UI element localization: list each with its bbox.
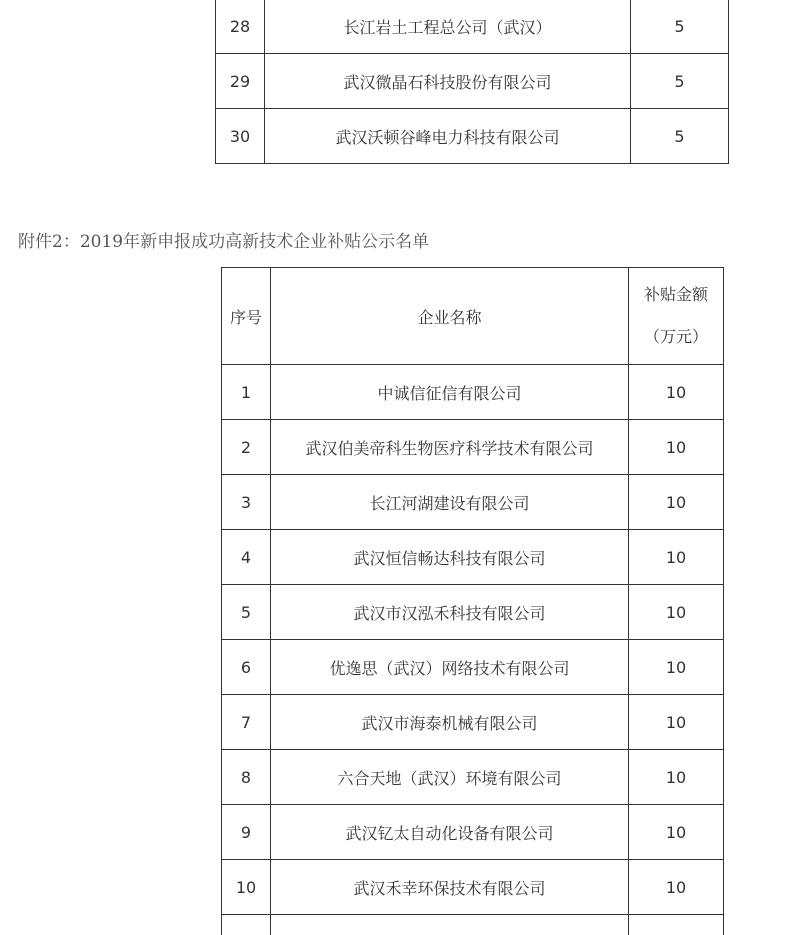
row-number: 3 bbox=[222, 475, 271, 530]
subsidy-amount: 10 bbox=[629, 475, 724, 530]
header-amount-label: 补贴金额 bbox=[629, 274, 723, 316]
company-name: 长江岩土工程总公司（武汉） bbox=[265, 0, 631, 54]
table-row bbox=[222, 750, 724, 805]
table-row bbox=[222, 640, 724, 695]
company-name: 中诚信征信有限公司 bbox=[271, 365, 629, 420]
subsidy-amount: 10 bbox=[629, 530, 724, 585]
subsidy-amount: 5 bbox=[631, 54, 729, 109]
row-number: 29 bbox=[216, 54, 265, 109]
row-number: 7 bbox=[222, 695, 271, 750]
row-number: 28 bbox=[216, 0, 265, 54]
row-number: 4 bbox=[222, 530, 271, 585]
subsidy-amount: 10 bbox=[629, 805, 724, 860]
row-number: 5 bbox=[222, 585, 271, 640]
subsidy-table-part1 bbox=[215, 0, 729, 164]
row-number: 6 bbox=[222, 640, 271, 695]
subsidy-amount: 10 bbox=[629, 420, 724, 475]
company-name: 六合天地（武汉）环境有限公司 bbox=[271, 750, 629, 805]
subsidy-amount: 10 bbox=[629, 750, 724, 805]
subsidy-amount: 10 bbox=[629, 640, 724, 695]
subsidy-amount: 5 bbox=[631, 0, 729, 54]
attachment-caption: 附件2：2019年新申报成功高新技术企业补贴公示名单 bbox=[18, 227, 429, 252]
subsidy-amount: 5 bbox=[631, 109, 729, 164]
company-name: 武汉微晶石科技股份有限公司 bbox=[265, 54, 631, 109]
table-header-row bbox=[222, 268, 724, 365]
subsidy-amount: 10 bbox=[629, 365, 724, 420]
table-row bbox=[222, 805, 724, 860]
header-number: 序号 bbox=[222, 268, 271, 365]
table-row bbox=[222, 420, 724, 475]
row-number: 30 bbox=[216, 109, 265, 164]
table-row bbox=[222, 860, 724, 915]
header-amount-unit: （万元） bbox=[629, 316, 723, 358]
table-row bbox=[222, 475, 724, 530]
row-number: 1 bbox=[222, 365, 271, 420]
company-name: 武汉禾幸环保技术有限公司 bbox=[271, 860, 629, 915]
table-row bbox=[222, 365, 724, 420]
company-name: 武汉恒信畅达科技有限公司 bbox=[271, 530, 629, 585]
subsidy-table-attachment2 bbox=[221, 267, 724, 935]
header-subsidy-amount bbox=[629, 268, 724, 365]
table-row bbox=[222, 585, 724, 640]
row-number: 2 bbox=[222, 420, 271, 475]
row-number: 8 bbox=[222, 750, 271, 805]
subsidy-amount: 10 bbox=[629, 585, 724, 640]
table-row bbox=[222, 530, 724, 585]
company-name: 长江河湖建设有限公司 bbox=[271, 475, 629, 530]
subsidy-amount: 10 bbox=[629, 860, 724, 915]
table-row bbox=[216, 54, 729, 109]
subsidy-amount: 10 bbox=[629, 695, 724, 750]
row-number: 10 bbox=[222, 860, 271, 915]
company-name: 武汉沃顿谷峰电力科技有限公司 bbox=[265, 109, 631, 164]
header-company-name: 企业名称 bbox=[271, 268, 629, 365]
company-name: 武汉市汉泓禾科技有限公司 bbox=[271, 585, 629, 640]
company-name: 武汉市海泰机械有限公司 bbox=[271, 695, 629, 750]
company-name: 优逸思（武汉）网络技术有限公司 bbox=[271, 640, 629, 695]
row-number: 9 bbox=[222, 805, 271, 860]
table-row bbox=[216, 0, 729, 54]
company-name: 武汉伯美帝科生物医疗科学技术有限公司 bbox=[271, 420, 629, 475]
table-row bbox=[216, 109, 729, 164]
company-name: 武汉钇太自动化设备有限公司 bbox=[271, 805, 629, 860]
table-row bbox=[222, 695, 724, 750]
